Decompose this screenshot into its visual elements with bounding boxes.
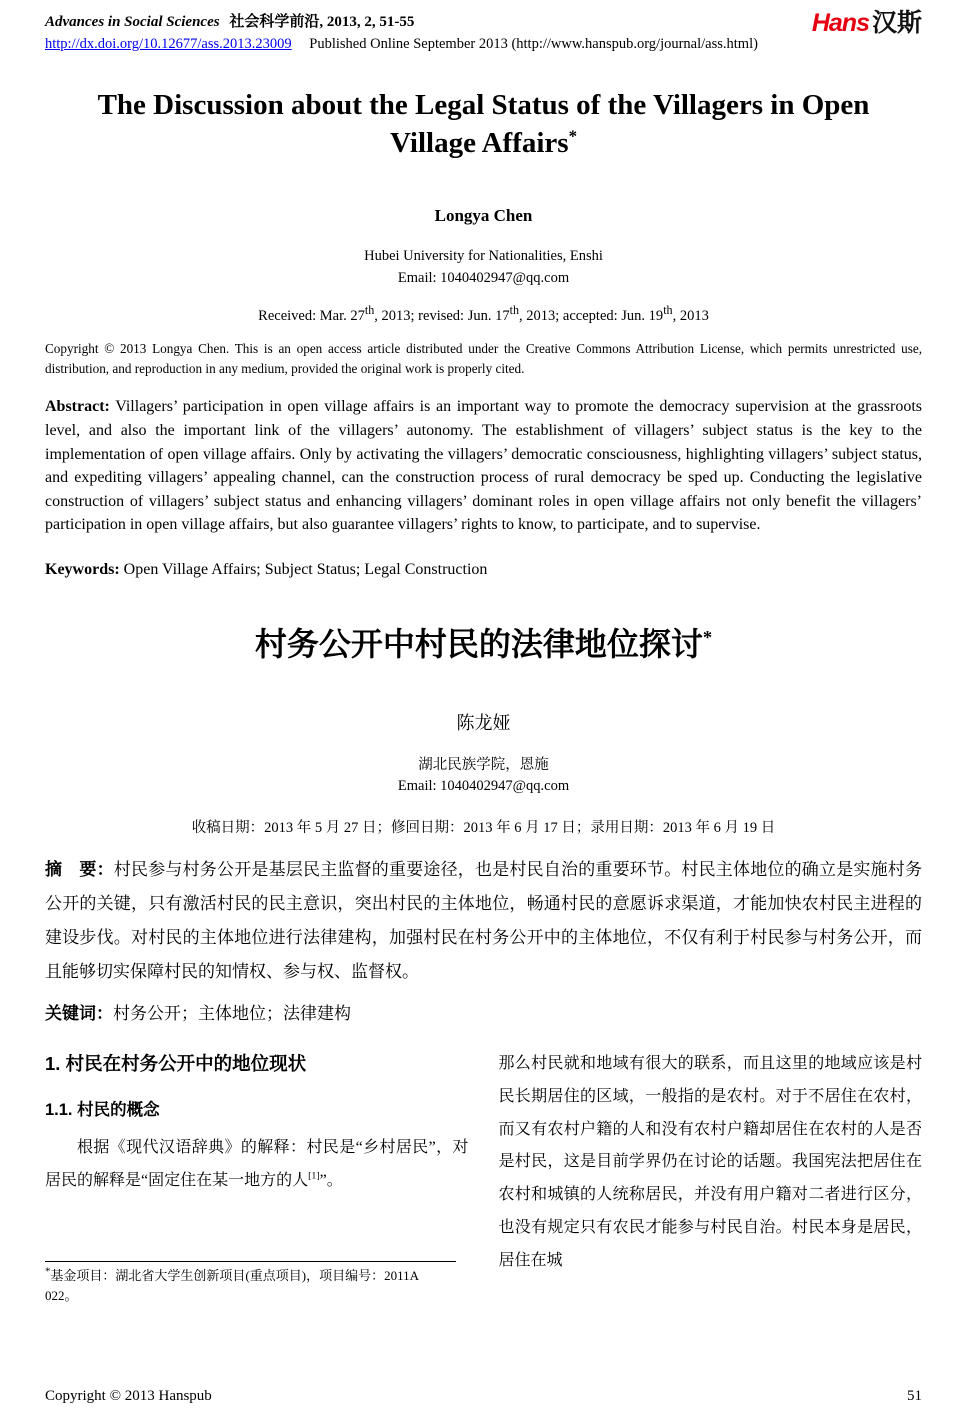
page-footer xyxy=(45,1388,922,1405)
doi-link[interactable]: http://dx.doi.org/10.12677/ass.2013.23009 xyxy=(45,36,292,52)
footer-copyright: Copyright © 2013 Hanspub xyxy=(45,1388,212,1404)
left-column xyxy=(45,1048,469,1306)
email-en: Email: 1040402947@qq.com xyxy=(397,270,570,287)
abstract-text-en: Villagers’ participation in open village affairs is an important way to promote the democracy supervision at the grassroots level, and also the important link of the villagers’ autonomy. The establishment of villagers’ subject status is the key to the implementation of open village affairs. Only by activating the villagers’ democratic consciousness, highlighting villagers’ subject status, and expediting villagers’ appealing channel, can the construction process of rural democracy be sped up. Conducting the legislative construction of villagers’ subject status and enhancing villagers’ dominant roles in open village affairs not only benefit the villagers’ participation in open village affairs, but also guarantee villagers’ rights to know, to participate, and to supervise. xyxy=(45,398,922,534)
received-sup-1: th xyxy=(364,303,375,318)
article-title-en xyxy=(65,87,902,162)
right-column-paragraph: 那么村民就和地域有很大的联系，而且这里的地域应该是村民长期居住的区域，一般指的是农村。对于不居住在农村，而又有农村户籍的人和没有农村户籍却居住在农村的人是否是村民，这是目前学界仍在讨论的话题。我国宪法把居住在农村和城镇的人统称居民，并没有用户籍对二者进行区分，也没有规定只有农民才能参与村民自治。村民本身是居民，居住在城 xyxy=(498,1055,922,1269)
affiliation-cn-block xyxy=(45,755,922,799)
abstract-label-cn: 摘 要： xyxy=(45,860,114,880)
title-footnote-mark-cn: * xyxy=(702,626,713,648)
author-cn: 陈龙娅 xyxy=(456,712,511,733)
abstract-cn-block xyxy=(45,853,922,989)
footnote-mark: * xyxy=(45,1265,51,1278)
received-sup-3: th xyxy=(663,303,673,318)
journal-title-line xyxy=(45,10,758,31)
right-column xyxy=(499,1048,923,1306)
hans-logo-latin-text: Hans xyxy=(811,9,869,37)
published-online: Published Online September 2013 (http://www.hanspub.org/journal/ass.html) xyxy=(309,36,758,52)
journal-issue: 社会科学前沿, 2013, 2, 51-55 xyxy=(229,14,415,30)
section-1-1-paragraph xyxy=(45,1132,469,1198)
keywords-label-cn: 关键词： xyxy=(45,1004,113,1024)
copyright-notice: Copyright © 2013 Longya Chen. This is an open access article distributed under the Creative Commons Attribution License, which permits unrestricted use, distribution, and reproduction in any medium, provided the original work is properly cited. xyxy=(45,340,922,376)
received-part-3: , 2013; accepted: Jun. 19 xyxy=(519,307,664,324)
affiliation-cn: 湖北民族学院，恩施 xyxy=(418,756,549,773)
journal-name: Advances in Social Sciences xyxy=(45,14,220,30)
abstract-label-en: Abstract: xyxy=(45,398,110,416)
hans-publisher-logo xyxy=(812,11,922,36)
affiliation-en: Hubei University for Nationalities, Enshi xyxy=(364,248,603,265)
article-title-cn-text: 村务公开中村民的法律地位探讨 xyxy=(254,625,703,662)
journal-header xyxy=(45,10,922,53)
author-en: Longya Chen xyxy=(434,206,533,226)
received-part-1: Received: Mar. 27 xyxy=(258,307,365,324)
email-cn: Email: 1040402947@qq.com xyxy=(397,778,570,795)
journal-info xyxy=(45,10,758,53)
affiliation-en-block xyxy=(45,246,922,290)
doi-line xyxy=(45,36,758,53)
received-part-4: , 2013 xyxy=(672,307,709,324)
abstract-en-block xyxy=(45,395,922,536)
keywords-text-cn: 村务公开；主体地位；法律建构 xyxy=(113,1004,351,1024)
keywords-en-block xyxy=(45,561,922,579)
title-footnote-mark-en: * xyxy=(568,126,577,146)
left-paragraph-text-2: ”。 xyxy=(319,1171,343,1189)
abstract-text-cn: 村民参与村务公开是基层民主监督的重要途径，也是村民自治的重要环节。村民主体地位的确立是实施村务公开的关键，只有激活村民的民主意识，突出村民的主体地位，畅通村民的意愿诉求渠道，才能加快农村民主进程的建设步伐。对村民的主体地位进行法律建构，加强村民在村务公开中的主体地位，不仅有利于村民参与村务公开，而且能够切实保障村民的知情权、参与权、监督权。 xyxy=(45,860,923,982)
footnote-line-1: 基金项目：湖北省大学生创新项目(重点项目)，项目编号：2011A xyxy=(50,1267,419,1283)
footnote-line-2: 022。 xyxy=(45,1287,78,1303)
left-paragraph-text-1: 根据《现代汉语辞典》的解释：村民是“乡村居民”，对居民的解释是“固定住在某一地方的人 xyxy=(45,1139,469,1189)
footnote-rule xyxy=(45,1261,456,1262)
two-column-body xyxy=(45,1048,922,1306)
article-title-en-text: The Discussion about the Legal Status of the Villagers in Open Village Affairs xyxy=(97,89,870,159)
section-1-1-heading: 1.1. 村民的概念 xyxy=(45,1101,160,1120)
section-1-heading: 1. 村民在村务公开中的地位现状 xyxy=(45,1053,307,1075)
received-sup-2: th xyxy=(509,303,520,318)
footnote-block xyxy=(45,1261,469,1306)
hans-logo-cn-text: 汉斯 xyxy=(871,9,922,37)
footnote-text xyxy=(45,1266,469,1306)
keywords-text-en: Open Village Affairs; Subject Status; Legal Construction xyxy=(123,560,488,578)
received-dates-cn: 收稿日期：2013 年 5 月 27 日；修回日期：2013 年 6 月 17 日；录用日期：2013 年 6 月 19 日 xyxy=(191,820,776,837)
received-part-2: , 2013; revised: Jun. 17 xyxy=(374,307,510,324)
citation-ref-1: [1] xyxy=(308,1170,320,1182)
page-number: 51 xyxy=(907,1388,922,1404)
article-title-cn xyxy=(45,619,922,665)
received-dates-en xyxy=(45,303,922,325)
keywords-cn-block xyxy=(45,999,922,1024)
keywords-label-en: Keywords: xyxy=(45,560,120,578)
